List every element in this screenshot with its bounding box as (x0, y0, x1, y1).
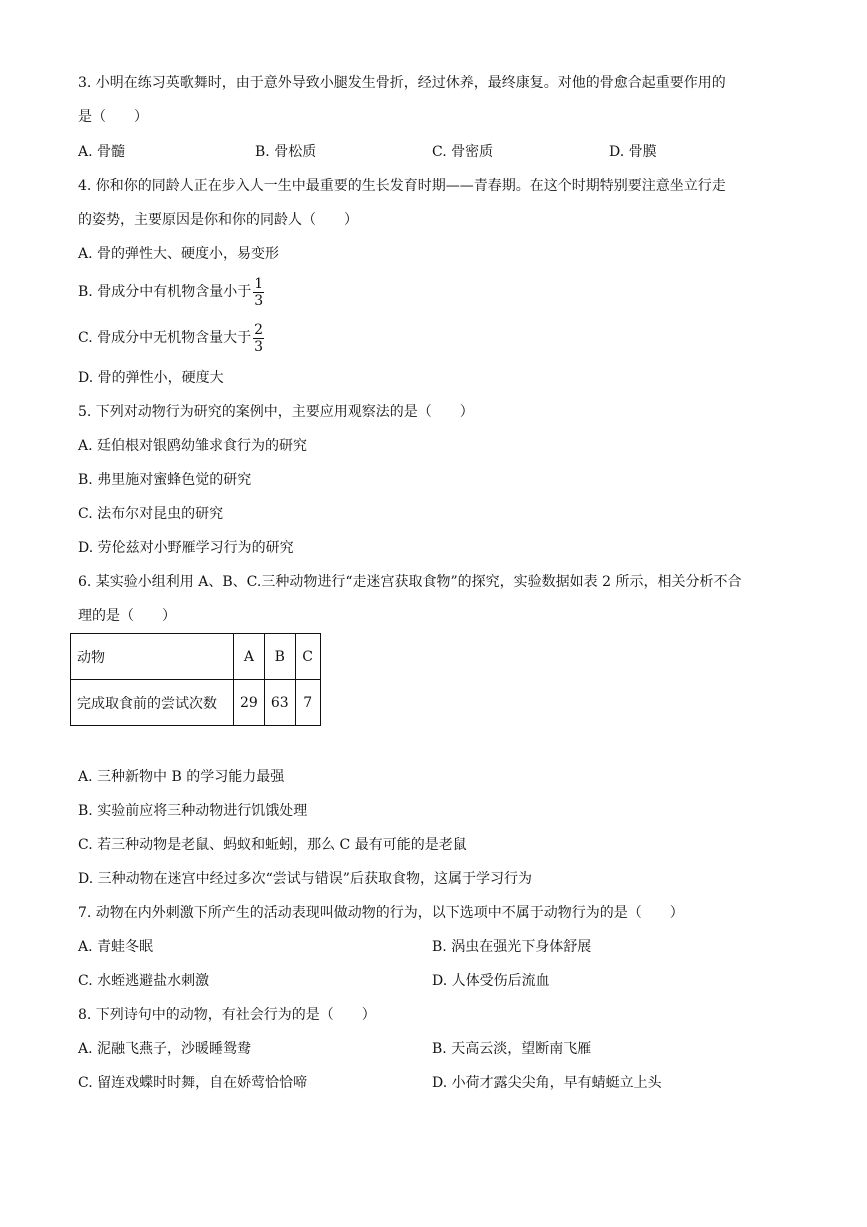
fraction-denominator: 3 (254, 338, 264, 355)
q6-option-c: C. 若三种动物是老鼠、蚂蚁和蚯蚓，那么 C 最有可能的是老鼠 (78, 837, 467, 853)
q3-option-b: B. 骨松质 (255, 144, 317, 160)
table-cell: 63 (264, 680, 295, 726)
q4-option-b-fraction (253, 276, 264, 309)
q4-option-c-text: C. 骨成分中无机物含量大于 (78, 330, 252, 346)
fraction-numerator: 2 (254, 321, 264, 338)
q3-option-c: C. 骨密质 (432, 144, 494, 160)
q4-option-b-text: B. 骨成分中有机物含量小于 (78, 284, 252, 300)
table-cell: B (264, 634, 295, 680)
q5-option-d: D. 劳伦兹对小野雁学习行为的研究 (78, 540, 294, 556)
q8-option-a: A. 泥融飞燕子，沙暖睡鸳鸯 (78, 1041, 252, 1057)
q4-option-b (78, 274, 264, 310)
q4-option-d: D. 骨的弹性小，硬度大 (78, 370, 224, 386)
table-row (71, 634, 321, 680)
q4-stem-line1: 4. 你和你的同龄人正在步入人一生中最重要的生长发育时期——青春期。在这个时期特别要注意坐立行走 (78, 178, 726, 194)
q6-stem-line1: 6. 某实验小组利用 A、B、C.三种动物进行“走迷宫获取食物”的探究，实验数据如表 2 所示，相关分析不合 (78, 574, 742, 590)
q5-option-a: A. 廷伯根对银鸥幼雏求食行为的研究 (78, 438, 308, 454)
q6-stem-line2: 理的是（ ） (78, 608, 176, 624)
q6-option-a: A. 三种新物中 B 的学习能力最强 (78, 769, 285, 785)
table-cell: 动物 (71, 634, 234, 680)
table-cell: C (295, 634, 320, 680)
q6-option-b: B. 实验前应将三种动物进行饥饿处理 (78, 803, 308, 819)
q7-option-b: B. 涡虫在强光下身体舒展 (432, 939, 592, 955)
q4-option-a: A. 骨的弹性大、硬度小，易变形 (78, 246, 280, 262)
q4-option-c (78, 320, 264, 356)
q5-option-c: C. 法布尔对昆虫的研究 (78, 506, 224, 522)
q8-option-c: C. 留连戏蝶时时舞，自在娇莺恰恰啼 (78, 1075, 308, 1091)
q8-option-b: B. 天高云淡，望断南飞雁 (432, 1041, 592, 1057)
q8-option-d: D. 小荷才露尖尖角，早有蜻蜓立上头 (432, 1075, 662, 1091)
q6-option-d: D. 三种动物在迷宫中经过多次“尝试与错误”后获取食物，这属于学习行为 (78, 871, 532, 887)
fraction-denominator: 3 (254, 292, 264, 309)
q5-option-b: B. 弗里施对蜜蜂色觉的研究 (78, 472, 252, 488)
table-cell: 29 (234, 680, 265, 726)
q8-stem: 8. 下列诗句中的动物，有社会行为的是（ ） (78, 1007, 376, 1023)
table-cell: A (234, 634, 265, 680)
q6-data-table (70, 633, 321, 726)
q7-option-d: D. 人体受伤后流血 (432, 973, 550, 989)
q3-option-a: A. 骨髓 (78, 144, 126, 160)
table-row (71, 680, 321, 726)
table-cell: 完成取食前的尝试次数 (71, 680, 234, 726)
q7-option-a: A. 青蛙冬眠 (78, 939, 154, 955)
q4-option-c-fraction (253, 322, 264, 355)
q3-option-d: D. 骨膜 (609, 144, 657, 160)
q3-stem-line1: 3. 小明在练习英歌舞时，由于意外导致小腿发生骨折，经过休养，最终康复。对他的骨愈合起重要作用的 (78, 75, 726, 91)
q4-stem-line2: 的姿势，主要原因是你和你的同龄人（ ） (78, 212, 358, 228)
fraction-numerator: 1 (254, 275, 264, 292)
q3-stem-line2: 是（ ） (78, 109, 148, 125)
q7-stem: 7. 动物在内外刺激下所产生的活动表现叫做动物的行为，以下选项中不属于动物行为的是（ ） (78, 905, 684, 921)
q5-stem: 5. 下列对动物行为研究的案例中，主要应用观察法的是（ ） (78, 404, 474, 420)
q7-option-c: C. 水蛭逃避盐水刺激 (78, 973, 210, 989)
table-cell: 7 (295, 680, 320, 726)
